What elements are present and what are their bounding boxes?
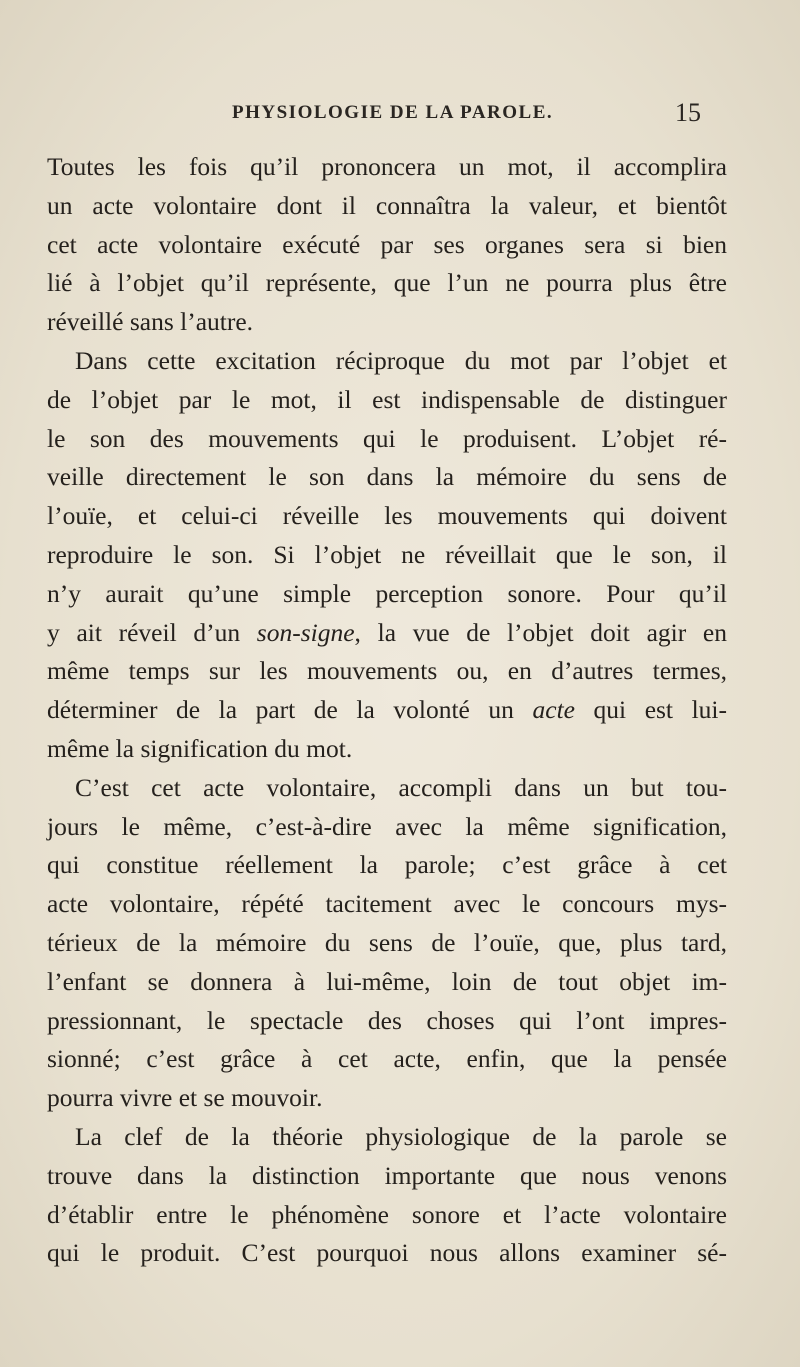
text-fragment: , la vue de l’objet doit agir en: [354, 617, 727, 647]
text-fragment: y ait réveil d’un: [47, 617, 257, 647]
text-line: sionné; c’est grâce à cet acte, enfin, que la pensée: [47, 1044, 727, 1074]
text-line: C’est cet acte volontaire, accompli dans un but tou-: [75, 772, 727, 802]
text-line: veille directement le son dans la mémoire du sens de: [47, 462, 727, 492]
text-line: de l’objet par le mot, il est indispensable de distinguer: [47, 384, 727, 414]
text-line: d’établir entre le phénomène sonore et l’acte volontaire: [47, 1199, 727, 1229]
text-line: jours le même, c’est-à-dire avec la même signification,: [47, 811, 727, 841]
running-title: PHYSIOLOGIE DE LA PAROLE.: [232, 102, 554, 123]
text-fragment: qui est lui-: [574, 695, 727, 725]
italic-term: son-signe: [256, 617, 355, 647]
text-line: Dans cette excitation réciproque du mot par l’objet et: [75, 345, 727, 375]
text-line: même la signification du mot.: [47, 733, 353, 763]
text-line: Toutes les fois qu’il prononcera un mot, il accomplira: [47, 152, 727, 181]
text-line: le son des mouvements qui le produisent. L’objet ré-: [47, 423, 727, 453]
text-line: térieux de la mémoire du sens de l’ouïe, que, plus tard,: [47, 927, 727, 957]
page-header: [0, 98, 800, 132]
text-line: même temps sur les mouvements ou, en d’autres termes,: [47, 656, 727, 686]
text-line: La clef de la théorie physiologique de la parole se: [75, 1121, 727, 1151]
text-line-with-italic: [47, 614, 727, 653]
text-line: l’ouïe, et celui-ci réveille les mouvements qui doivent: [47, 501, 727, 531]
text-line: un acte volontaire dont il connaîtra la valeur, et bientôt: [47, 190, 727, 220]
text-line: pressionnant, le spectacle des choses qui l’ont impres-: [47, 1005, 727, 1035]
page-number: 15: [675, 98, 701, 127]
text-line: cet acte volontaire exécuté par ses organes sera si bien: [47, 229, 727, 259]
text-line: lié à l’objet qu’il représente, que l’un ne pourra plus être: [47, 268, 727, 298]
text-line: qui le produit. C’est pourquoi nous allons examiner sé-: [47, 1238, 727, 1268]
body-text: [47, 148, 727, 1273]
text-line: acte volontaire, répété tacitement avec le concours mys-: [47, 889, 727, 919]
text-line: qui constitue réellement la parole; c’est grâce à cet: [47, 850, 727, 880]
text-line: réveillé sans l’autre.: [47, 307, 254, 337]
text-line: trouve dans la distinction importante que nous venons: [47, 1160, 727, 1190]
text-line: n’y aurait qu’une simple perception sonore. Pour qu’il: [47, 578, 727, 608]
text-line: reproduire le son. Si l’objet ne réveillait que le son, il: [47, 539, 727, 569]
text-line: pourra vivre et se mouvoir.: [47, 1083, 323, 1113]
text-line-with-italic: [47, 691, 727, 730]
text-fragment: déterminer de la part de la volonté un: [47, 695, 533, 725]
text-line: l’enfant se donnera à lui-même, loin de tout objet im-: [47, 966, 727, 996]
italic-term: acte: [532, 695, 575, 725]
